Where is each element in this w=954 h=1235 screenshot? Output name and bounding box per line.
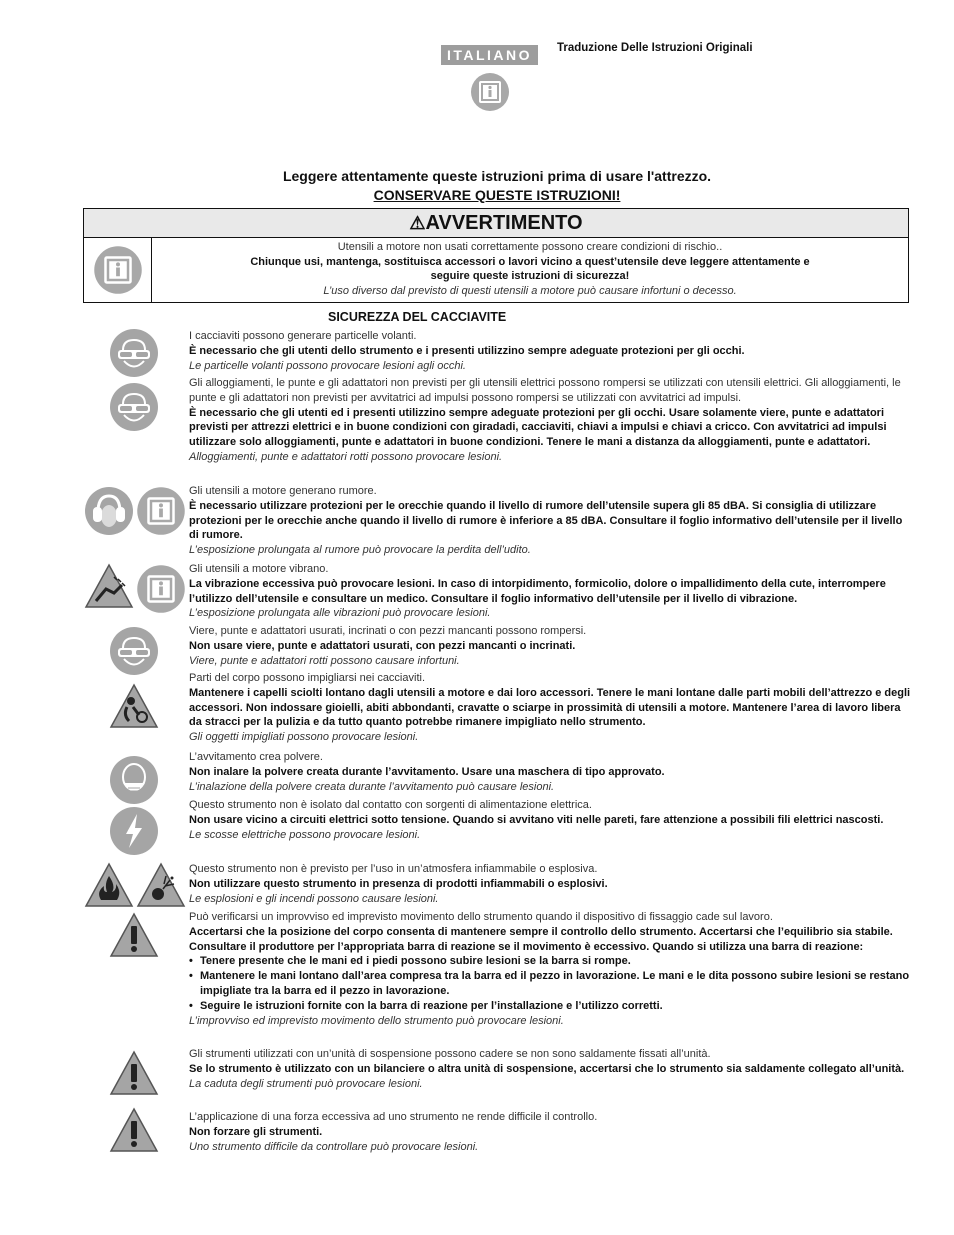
- safety-item: [189, 484, 911, 558]
- warning-icon-cell: [84, 238, 152, 302]
- item-consequence-text: Viere, punte e adattatori rotti possono causare infortuni.: [189, 654, 460, 667]
- safety-item: [189, 376, 911, 465]
- safety-glasses-icon: [109, 382, 159, 432]
- item-consequence-text: Gli oggetti impigliati possono provocare lesioni.: [189, 731, 419, 744]
- item-hazard-text: Gli utensili a motore vibrano.: [189, 563, 329, 575]
- bullet-list: [189, 954, 911, 1013]
- item-consequence-text: Le particelle volanti possono provocare lesioni agli occhi.: [189, 359, 466, 372]
- item-hazard-text: Può verificarsi un improvviso ed imprevisto movimento dello strumento quando il dispositivo di fissaggio cade sul lavoro.: [189, 911, 773, 923]
- item-hazard-text: I cacciaviti possono generare particelle volanti.: [189, 330, 417, 342]
- item-hazard-text: Gli utensili a motore generano rumore.: [189, 485, 377, 497]
- warning-header: [84, 209, 908, 238]
- item-instruction-text: È necessario utilizzare protezioni per le orecchie quando il livello di rumore dell’utensile supera gli 85 dBA. Si consiglia di utilizzare protezioni per le orecchie anche quando il livello di rumore è inferiore a 85 dBA. Consultare il foglio informativo dell’utensile per il livello di rumore.: [189, 499, 903, 542]
- exclamation-warning-icon: [109, 1107, 159, 1153]
- safety-item: [189, 624, 911, 668]
- safety-item: [189, 910, 911, 1028]
- flammable-icon: [84, 862, 134, 908]
- item-consequence-text: L’inalazione della polvere creata durante l’avvitamento può causare lesioni.: [189, 780, 555, 793]
- section-title: SICUREZZA DEL CACCIAVITE: [328, 310, 507, 324]
- warning-text: [154, 240, 906, 298]
- explosive-icon: [136, 862, 186, 908]
- item-consequence-text: L’esposizione prolungata al rumore può provocare la perdita dell’udito.: [189, 544, 531, 557]
- warning-title: AVVERTIMENTO: [425, 212, 583, 234]
- ear-protection-icon: [84, 486, 134, 536]
- warning-line-1: Utensili a motore non usati correttamente possono creare condizioni di rischio..: [337, 241, 723, 253]
- item-consequence-text: L’esposizione prolungata alle vibrazioni può provocare lesioni.: [189, 607, 491, 620]
- list-item: • Seguire le istruzioni fornite con la barra di reazione per l’installazione e l’utilizzo corretti.: [189, 999, 911, 1014]
- safety-item: [189, 750, 911, 794]
- language-badge: ITALIANO: [441, 45, 538, 65]
- item-instruction-text: Non inalare la polvere creata durante l’avvitamento. Usare una maschera di tipo approvato.: [189, 765, 665, 778]
- item-instruction-text: È necessario che gli utenti ed i presenti utilizzino sempre adeguate protezioni per gli occhi. Usare solamente viere, punte e adattatori previsti per attrezzi elettrici e in buone condizioni con giradadi, cacciaviti, chiavi a impulsi e chiavi a cricco. Con avvitatrici ad impulsi utilizzare solo alloggiamenti, punte e adattatori in buone condizioni. Tenere le mani a distanza da alloggiamenti, punte e adattatori.: [189, 406, 887, 449]
- list-item: • Tenere presente che le mani ed i piedi possono subire lesioni se la barra si rompe.: [189, 954, 911, 969]
- vibration-hazard-icon: [84, 563, 134, 609]
- warning-box: [83, 208, 909, 303]
- list-item: • Mantenere le mani lontano dall’area compresa tra la barra ed il pezzo in lavorazione. Le mani e le dita possono subire lesioni se restano impigliate tra la barra ed il pezzo in lavorazione.: [189, 969, 911, 999]
- safety-glasses-icon: [109, 626, 159, 676]
- translation-title: Traduzione Delle Istruzioni Originali: [557, 42, 753, 54]
- item-hazard-text: L’applicazione di una forza eccessiva ad uno strumento ne rende difficile il controllo.: [189, 1111, 598, 1123]
- safety-item: [189, 1110, 911, 1154]
- item-consequence-text: Uno strumento difficile da controllare può provocare lesioni.: [189, 1140, 479, 1153]
- item-consequence-text: Alloggiamenti, punte e adattatori rotti possono provocare lesioni.: [189, 450, 503, 463]
- exclamation-warning-icon: [109, 912, 159, 958]
- item-hazard-text: Questo strumento non è previsto per l’uso in un’atmosfera infiammabile o esplosiva.: [189, 863, 598, 875]
- item-instruction-text: La vibrazione eccessiva può provocare lesioni. In caso di intorpidimento, formicolio, dolore o impallidimento della cute, interrompere l’utilizzo dell’utensile e consultare un medico. Consultare il foglio informativo dell’utensile per il livello di vibrazione.: [189, 577, 886, 605]
- exclamation-warning-icon: [109, 1050, 159, 1096]
- item-hazard-text: Gli alloggiamenti, le punte e gli adattatori non previsti per gli utensili elettrici possono rompersi se utilizzati con utensili elettrici. Gli alloggiamenti, le punte e gli adattatori non previsti per avvitatrici ad impulsi possono rompersi se utilizzati con avvitatrici ad impulsi.: [189, 377, 901, 404]
- item-hazard-text: Questo strumento non è isolato dal contatto con sorgenti di alimentazione elettrica.: [189, 799, 592, 811]
- manual-icon: [136, 564, 186, 614]
- keep-instructions-heading: CONSERVARE QUESTE ISTRUZIONI!: [373, 187, 621, 203]
- respirator-mask-icon: [109, 755, 159, 805]
- item-instruction-text: Non usare vicino a circuiti elettrici sotto tensione. Quando si avvitano viti nelle pareti, fare attenzione a possibili fili elettrici nascosti.: [189, 813, 884, 826]
- item-instruction-text: Non forzare gli strumenti.: [189, 1125, 323, 1138]
- item-consequence-text: Le scosse elettriche possono provocare lesioni.: [189, 828, 421, 841]
- manual-icon: [93, 245, 143, 295]
- item-instruction-text: Non usare viere, punte e adattatori usurati, con pezzi mancanti o incrinati.: [189, 639, 576, 652]
- safety-item: [189, 798, 911, 842]
- intro-line: Leggere attentamente queste istruzioni prima di usare l'attrezzo.: [282, 168, 712, 184]
- item-consequence-text: Le esplosioni e gli incendi possono causare lesioni.: [189, 892, 439, 905]
- entanglement-hazard-icon: [109, 683, 159, 729]
- warning-triangle-icon: ⚠: [409, 213, 426, 233]
- warning-line-3: L’uso diverso dal previsto di questi utensili a motore può causare infortuni o decesso.: [323, 284, 737, 297]
- item-instruction-text: Non utilizzare questo strumento in presenza di prodotti infiammabili o esplosivi.: [189, 877, 608, 890]
- manual-icon: [136, 486, 186, 536]
- item-consequence-text: L’improvviso ed imprevisto movimento dello strumento può provocare lesioni.: [189, 1014, 564, 1027]
- item-hazard-text: Viere, punte e adattatori usurati, incrinati o con pezzi mancanti possono rompersi.: [189, 625, 587, 637]
- item-hazard-text: Gli strumenti utilizzati con un’unità di sospensione possono cadere se non sono saldamente fissati all’unità.: [189, 1048, 711, 1060]
- item-instruction-text: Accertarsi che la posizione del corpo consenta di mantenere sempre il controllo dello strumento. Accertarsi che l’equilibrio sia stabile. Consultare il produttore per l’appropriata barra di reazione se il movimento è eccessivo. Quando si utilizza una barra di reazione:: [189, 925, 893, 953]
- safety-glasses-icon: [109, 328, 159, 378]
- item-instruction-text: Se lo strumento è utilizzato con un bilanciere o altra unità di sospensione, accertarsi che lo strumento sia saldamente collegato all’unità.: [189, 1062, 905, 1075]
- safety-item: [189, 1047, 911, 1091]
- safety-item: [189, 329, 911, 373]
- manual-icon: [470, 72, 510, 112]
- item-instruction-text: Mantenere i capelli sciolti lontano dagli utensili a motore e dai loro accessori. Tenere le mani lontane dalle parti mobili dell’attrezzo e degli accessori. Non indossare gioielli, abiti abbondanti, cravatte o sciarpe in prossimità di utensili a motore. Mantenere l’area di lavoro libera da stracci per la pulizia e da tutto quanto potrebbe rimanere impigliato nello strumento.: [189, 686, 911, 729]
- warning-line-2: Chiunque usi, mantenga, sostituisca accessori o lavori vicino a quest’utensile deve leggere attentamente e seguire queste istruzioni di sicurezza!: [250, 255, 810, 282]
- electric-shock-icon: [109, 806, 159, 856]
- item-consequence-text: La caduta degli strumenti può provocare lesioni.: [189, 1077, 423, 1090]
- item-instruction-text: È necessario che gli utenti dello strumento e i presenti utilizzino sempre adeguate protezioni per gli occhi.: [189, 344, 745, 357]
- safety-item: [189, 671, 911, 745]
- item-hazard-text: Parti del corpo possono impigliarsi nei cacciaviti.: [189, 672, 425, 684]
- safety-item: [189, 862, 911, 906]
- safety-item: [189, 562, 911, 621]
- item-hazard-text: L’avvitamento crea polvere.: [189, 751, 323, 763]
